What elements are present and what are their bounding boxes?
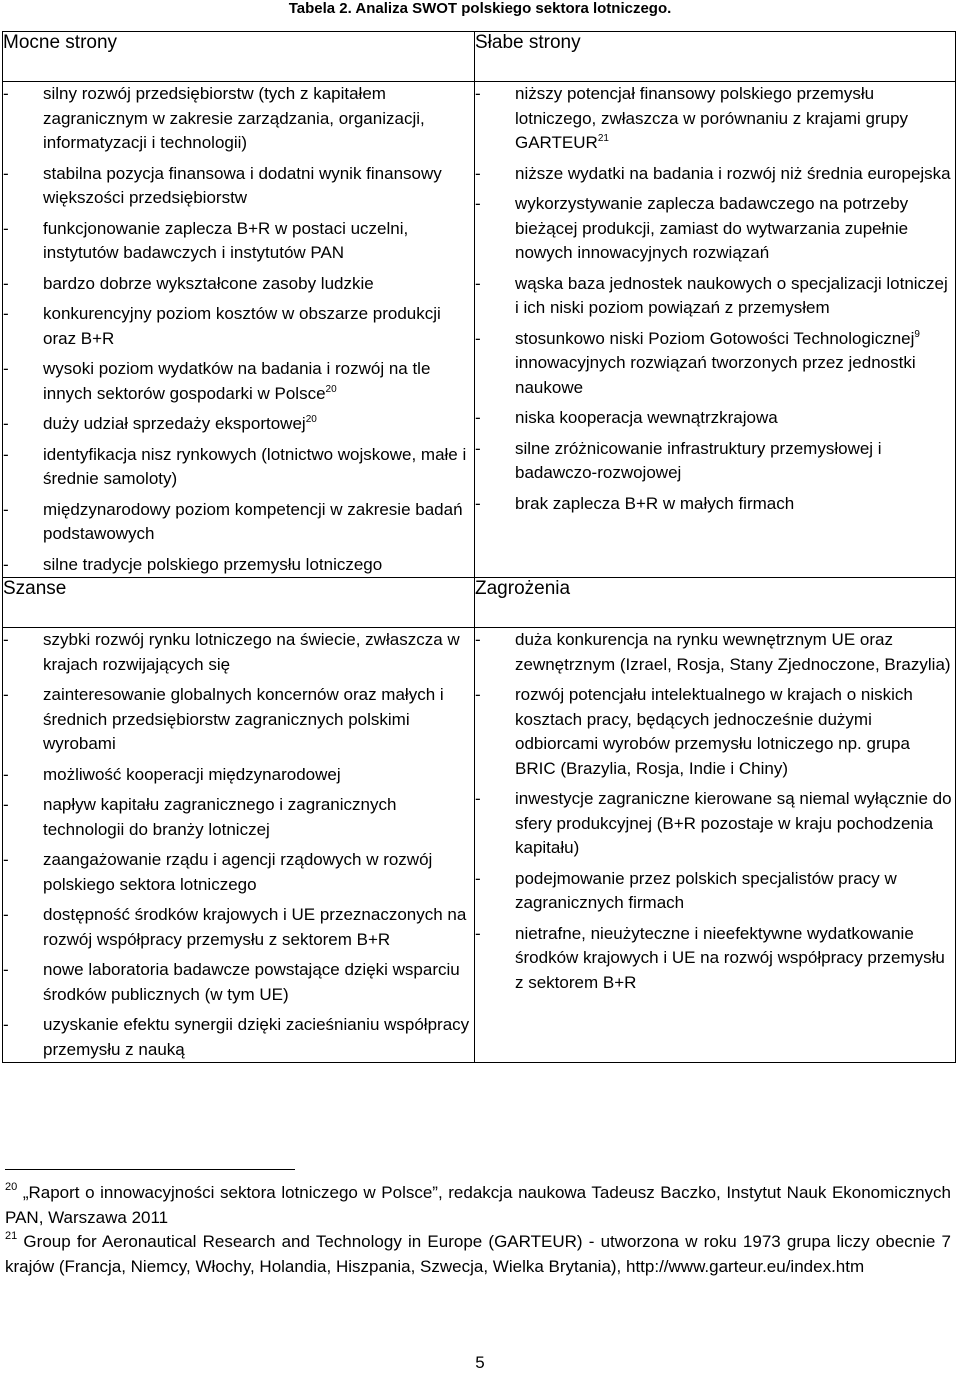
weaknesses-cell <box>475 82 956 578</box>
list-item <box>3 82 474 156</box>
footnote-reference: 21 <box>597 133 609 144</box>
list-item <box>3 903 474 952</box>
swot-header-row-top <box>3 32 956 82</box>
bullet-dash: - <box>3 905 9 924</box>
list-item <box>3 793 474 842</box>
bullet-dash: - <box>3 218 9 238</box>
bullet-dash: - <box>475 923 481 943</box>
list-item-text: funkcjonowanie zaplecza B+R w postaci uczelni, instytutów badawczych i instytutów PAN <box>43 218 409 262</box>
bullet-dash: - <box>475 685 481 704</box>
list-item-text: możliwość kooperacji międzynarodowej <box>43 764 341 784</box>
list-item-text: szybki rozwój rynku lotniczego na świecie, zwłaszcza w krajach rozwijających się <box>43 630 460 674</box>
list-item-text: inwestycje zagraniczne kierowane są niemal wyłącznie do sfery produkcyjnej (B+R pozostaje w kraju pochodzenia kapitału) <box>515 789 952 857</box>
opportunities-list <box>3 628 474 1062</box>
list-item-text: brak zaplecza B+R w małych firmach <box>515 493 795 513</box>
list-item <box>3 628 474 677</box>
swot-table <box>2 31 956 1063</box>
list-item-text: stabilna pozycja finansowa i dodatni wynik finansowy większości przedsiębiorstw <box>43 163 442 207</box>
list-item-text: identyfikacja nisz rynkowych (lotnictwo wojskowe, małe i średnie samoloty) <box>43 444 467 488</box>
list-item-text: niska kooperacja wewnątrzkrajowa <box>515 408 778 427</box>
list-item <box>475 787 955 861</box>
bullet-dash: - <box>475 789 481 808</box>
list-item <box>475 628 955 677</box>
opportunities-header: Szanse <box>3 578 475 628</box>
bullet-dash: - <box>3 1015 9 1034</box>
list-item <box>475 922 955 996</box>
list-item-text: wąska baza jednostek naukowych o specjalizacji lotniczej i ich niski poziom powiązań z przemysłem <box>515 273 948 317</box>
bullet-dash: - <box>3 414 9 433</box>
footnote-21 <box>5 1230 951 1279</box>
list-item-text: silne zróżnicowanie infrastruktury przemysłowej i badawczo-rozwojowej <box>515 438 882 482</box>
footnote-separator <box>5 1169 295 1170</box>
list-item <box>3 357 474 406</box>
page-number: 5 <box>475 1353 485 1372</box>
list-item <box>3 553 474 578</box>
list-item <box>3 412 474 437</box>
bullet-dash: - <box>3 444 9 464</box>
footnote-reference: 20 <box>325 383 337 395</box>
list-item <box>475 406 955 431</box>
list-item-text: duża konkurencja na rynku wewnętrznym UE oraz zewnętrznym (Izrael, Rosja, Stany Zjednoczone, Brazylia) <box>515 630 951 674</box>
swot-body-row-top <box>3 82 956 578</box>
list-item-text: bardzo dobrze wykształcone zasoby ludzkie <box>43 273 374 293</box>
list-item <box>3 1013 474 1062</box>
list-item <box>475 683 955 781</box>
list-item-text: uzyskanie efektu synergii dzięki zacieśnianiu współpracy przemysłu z nauką <box>43 1015 470 1059</box>
list-item-text: nowe laboratoria badawcze powstające dzięki wsparciu środków publicznych (w tym UE) <box>43 960 460 1004</box>
list-item-text: silny rozwój przedsiębiorstw (tych z kapitałem zagranicznym w zakresie zarządzania, organizacji, informatyzacji i technologii) <box>43 84 425 152</box>
list-item-text: konkurencyjny poziom kosztów w obszarze produkcji oraz B+R <box>43 304 441 348</box>
list-item <box>3 272 474 297</box>
list-item-text: duży udział sprzedaży eksportowej <box>43 414 306 433</box>
list-item <box>475 272 955 321</box>
list-item <box>475 327 955 401</box>
list-item <box>475 82 955 156</box>
list-item-text-continued: innowacyjnych rozwiązań tworzonych przez jednostki naukowe <box>515 353 916 397</box>
bullet-dash: - <box>475 273 481 293</box>
bullet-dash: - <box>3 359 9 378</box>
bullet-dash: - <box>475 630 481 649</box>
list-item-text: zaangażowanie rządu i agencji rządowych w rozwój polskiego sektora lotniczego <box>43 850 433 894</box>
strengths-header: Mocne strony <box>3 32 475 82</box>
bullet-dash: - <box>3 554 9 574</box>
footnote-number: 21 <box>5 1230 18 1242</box>
list-item-text: nietrafne, nieużyteczne i nieefektywne wydatkowanie środków krajowych i UE na rozwój współpracy przemysłu z sektorem B+R <box>515 923 945 992</box>
footnote-reference: 20 <box>305 414 317 425</box>
footnote-20 <box>5 1181 951 1230</box>
bullet-dash: - <box>3 850 9 869</box>
opportunities-cell <box>3 628 475 1063</box>
weaknesses-header: Słabe strony <box>475 32 956 82</box>
list-item <box>3 162 474 211</box>
bullet-dash: - <box>3 764 9 784</box>
bullet-dash: - <box>3 795 9 814</box>
list-item-text: podejmowanie przez polskich specjalistów pracy w zagranicznych firmach <box>515 868 897 912</box>
bullet-dash: - <box>3 630 9 649</box>
list-item <box>475 437 955 486</box>
bullet-dash: - <box>3 163 9 183</box>
list-item-text: zainteresowanie globalnych koncernów oraz małych i średnich przedsiębiorstw zagranicznych polskimi wyrobami <box>43 685 444 753</box>
list-item-text: rozwój potencjału intelektualnego w krajach o niskich kosztach pracy, będących jednocześnie dużymi odbiorcami wyrobów przemysłu lotniczego np. grupa BRIC (Brazylia, Rosja, Indie i Chiny) <box>515 685 913 778</box>
list-item <box>3 443 474 492</box>
list-item <box>3 498 474 547</box>
footnote-reference: 9 <box>914 328 920 340</box>
list-item-text: wykorzystywanie zaplecza badawczego na potrzeby bieżącej produkcji, zamiast do wytwarzania zupełnie nowych innowacyjnych rozwiązań <box>515 194 909 262</box>
weaknesses-list <box>475 82 955 516</box>
bullet-dash: - <box>475 194 481 213</box>
list-item <box>3 217 474 266</box>
threats-cell <box>475 628 956 1063</box>
bullet-dash: - <box>475 438 481 458</box>
bullet-dash: - <box>3 499 9 519</box>
bullet-dash: - <box>3 273 9 293</box>
list-item-text: międzynarodowy poziom kompetencji w zakresie badań podstawowych <box>43 499 463 543</box>
bullet-dash: - <box>3 84 9 103</box>
list-item-text: stosunkowo niski Poziom Gotowości Technologicznej <box>515 328 915 348</box>
list-item <box>475 867 955 916</box>
list-item <box>475 162 955 187</box>
bullet-dash: - <box>475 868 481 888</box>
list-item <box>3 958 474 1007</box>
list-item-text: napływ kapitału zagranicznego i zagranicznych technologii do branży lotniczej <box>43 795 397 839</box>
bullet-dash: - <box>475 163 481 183</box>
bullet-dash: - <box>475 408 481 427</box>
bullet-dash: - <box>475 493 481 513</box>
list-item-text: niższy potencjał finansowy polskiego przemysłu lotniczego, zwłaszcza w porównaniu z krajami grupy GARTEUR <box>515 84 909 152</box>
list-item-text: niższe wydatki na badania i rozwój niż średnia europejska <box>515 163 951 183</box>
list-item <box>3 763 474 788</box>
table-caption: Tabela 2. Analiza SWOT polskiego sektora lotniczego. <box>288 0 672 17</box>
list-item-text: dostępność środków krajowych i UE przeznaczonych na rozwój współpracy przemysłu z sektorem B+R <box>43 905 467 949</box>
bullet-dash: - <box>475 328 481 348</box>
bullet-dash: - <box>475 84 481 103</box>
bullet-dash: - <box>3 960 9 979</box>
swot-body-row-bottom <box>3 628 956 1063</box>
footnotes <box>5 1181 951 1279</box>
bullet-dash: - <box>3 685 9 704</box>
list-item <box>3 302 474 351</box>
list-item-text: wysoki poziom wydatków na badania i rozwój na tle innych sektorów gospodarki w Polsce <box>43 359 431 403</box>
strengths-list <box>3 82 474 577</box>
swot-header-row-bottom <box>3 578 956 628</box>
footnote-text: Group for Aeronautical Research and Technology in Europe (GARTEUR) - utworzona w roku 1973 grupa liczy obecnie 7 krajów (Francja, Niemcy, Włochy, Holandia, Hiszpania, Szwecja, Wielka Brytania), http://www.garteur.eu/index.htm <box>5 1232 951 1276</box>
threats-header: Zagrożenia <box>475 578 956 628</box>
strengths-cell <box>3 82 475 578</box>
list-item-text: silne tradycje polskiego przemysłu lotniczego <box>43 554 383 574</box>
list-item <box>3 683 474 757</box>
list-item <box>3 848 474 897</box>
threats-list <box>475 628 955 995</box>
bullet-dash: - <box>3 304 9 323</box>
list-item <box>475 492 955 517</box>
footnote-number: 20 <box>5 1181 18 1193</box>
list-item <box>475 192 955 266</box>
footnote-text: „Raport o innowacyjności sektora lotniczego w Polsce”, redakcja naukowa Tadeusz Baczko, Instytut Nauk Ekonomicznych PAN, Warszawa 2011 <box>5 1183 951 1227</box>
